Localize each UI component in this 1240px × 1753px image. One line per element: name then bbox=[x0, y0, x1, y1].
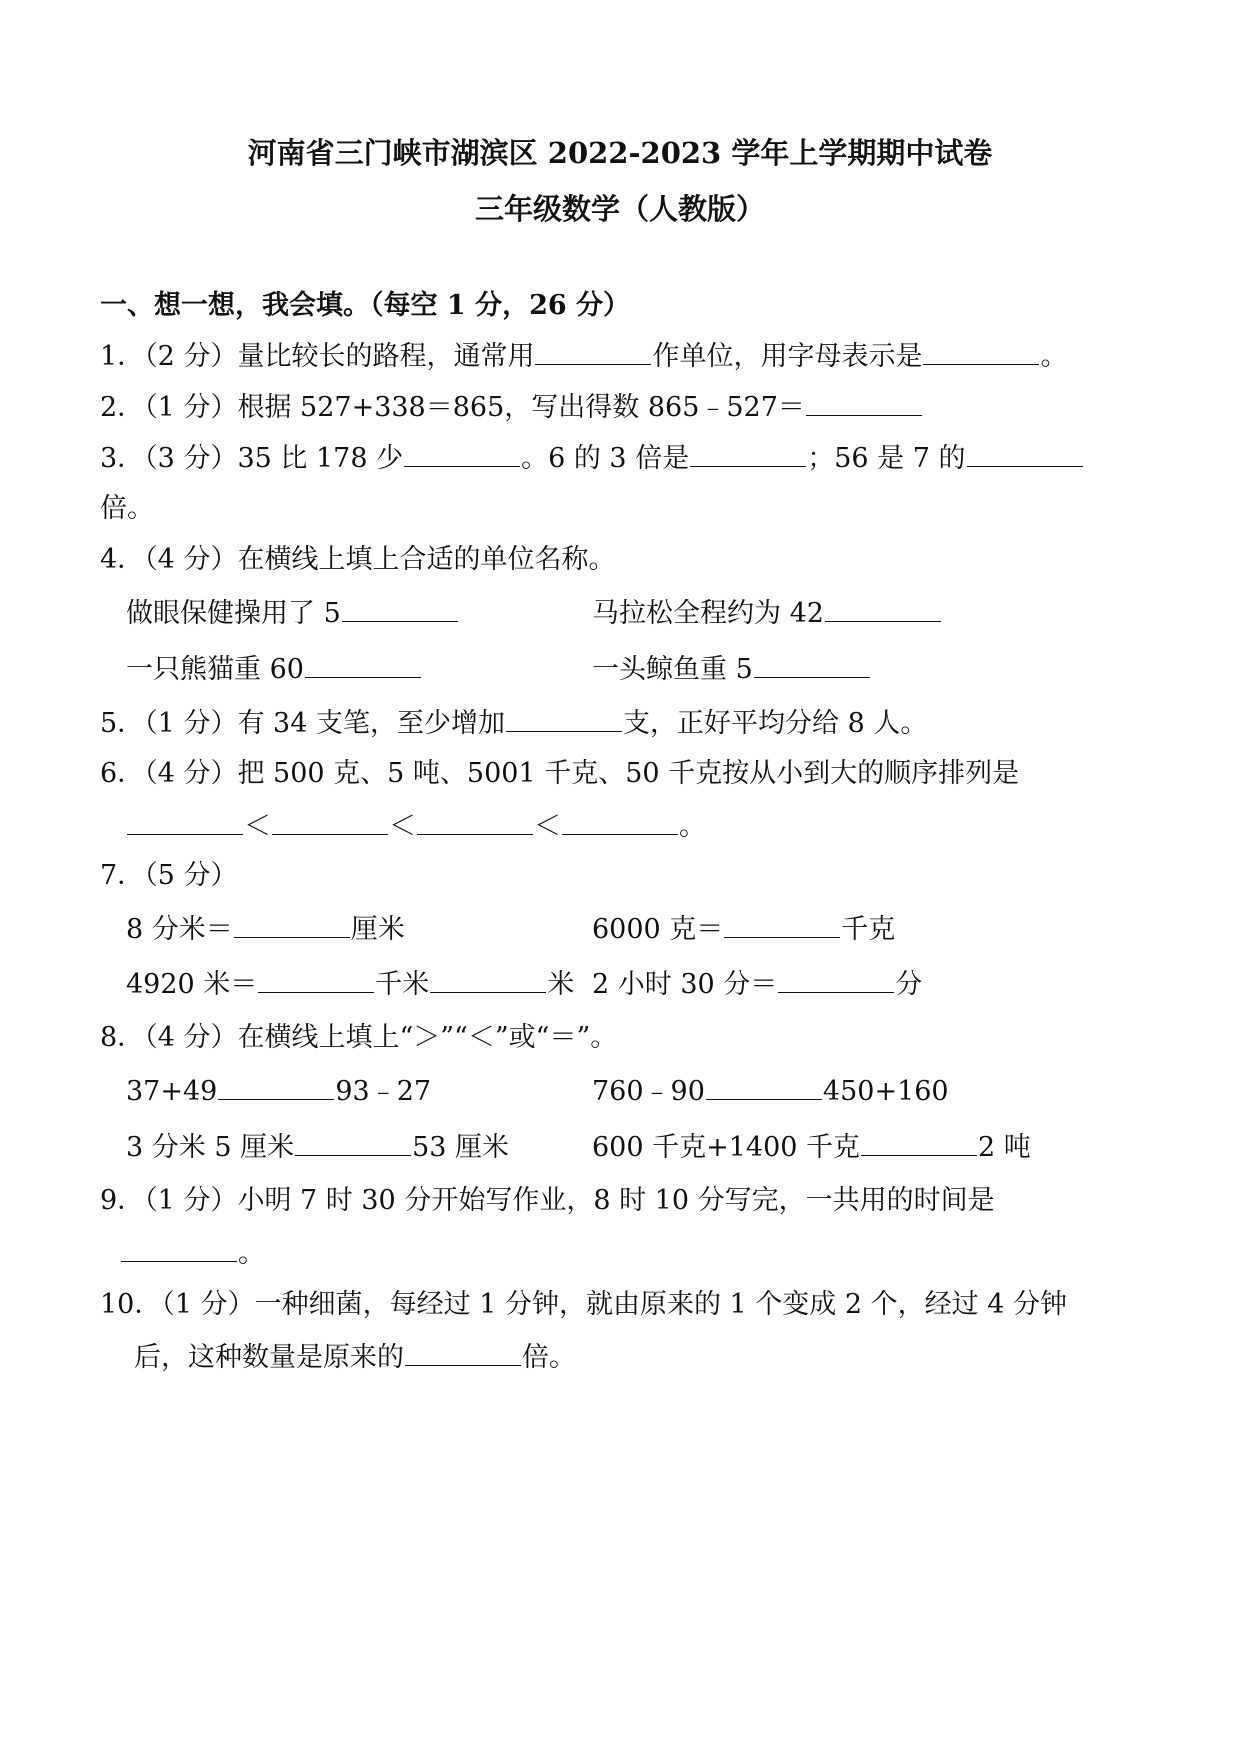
question-5 bbox=[100, 703, 927, 744]
q9-answer-row bbox=[120, 1233, 265, 1274]
question-number: 7． bbox=[100, 860, 145, 891]
q6-answer-row bbox=[126, 806, 706, 847]
question-score: （4 分） bbox=[144, 758, 238, 789]
item-unit: 厘米 bbox=[350, 914, 405, 945]
q7-item-d bbox=[592, 964, 922, 1005]
question-text: 一种细菌，每经过 1 分钟，就由原来的 1 个变成 2 个，经过 4 分钟 bbox=[254, 1289, 1067, 1320]
item-text: 6000 克＝ bbox=[592, 914, 724, 945]
question-score: （1 分） bbox=[161, 1289, 255, 1320]
q4-item-a bbox=[126, 593, 459, 634]
question-8 bbox=[100, 1018, 617, 1058]
item-text: 93﹣27 bbox=[335, 1076, 432, 1107]
item-text: 一头鲸鱼重 5 bbox=[592, 654, 753, 685]
question-text: 在横线上填上“＞”“＜”或“＝”。 bbox=[237, 1022, 618, 1053]
q7-item-c bbox=[126, 964, 574, 1005]
q8-item-d bbox=[592, 1127, 1031, 1168]
question-9 bbox=[100, 1181, 995, 1221]
item-text: 53 厘米 bbox=[412, 1132, 510, 1163]
question-text: 小明 7 时 30 分开始写作业，8 时 10 分写完，一共用的时间是 bbox=[237, 1185, 995, 1216]
answer-blank[interactable] bbox=[127, 806, 243, 835]
answer-blank[interactable] bbox=[967, 438, 1083, 467]
question-text: 35 比 178 少 bbox=[237, 443, 404, 474]
question-score: （5 分） bbox=[144, 860, 238, 891]
question-6 bbox=[100, 754, 1019, 794]
item-unit: 千克 bbox=[841, 914, 896, 945]
question-text: 在横线上填上合适的单位名称。 bbox=[237, 544, 616, 575]
q4-item-c bbox=[126, 649, 422, 690]
question-number: 2． bbox=[100, 392, 145, 423]
answer-blank[interactable] bbox=[295, 1127, 411, 1156]
answer-blank[interactable] bbox=[861, 1127, 977, 1156]
item-text: 4920 米＝ bbox=[126, 969, 258, 1000]
answer-blank[interactable] bbox=[404, 438, 520, 467]
question-2 bbox=[100, 387, 923, 428]
answer-blank[interactable] bbox=[778, 964, 894, 993]
period: 。 bbox=[679, 811, 706, 842]
item-text: 450+160 bbox=[822, 1076, 949, 1107]
question-number: 8． bbox=[100, 1022, 145, 1053]
question-score: （2 分） bbox=[144, 341, 238, 372]
question-score: （4 分） bbox=[144, 1022, 238, 1053]
question-10 bbox=[100, 1285, 1067, 1325]
question-score: （1 分） bbox=[144, 1185, 238, 1216]
question-score: （4 分） bbox=[144, 544, 238, 575]
answer-blank[interactable] bbox=[535, 336, 651, 365]
answer-blank[interactable] bbox=[234, 909, 350, 938]
item-text: 3 分米 5 厘米 bbox=[126, 1132, 295, 1163]
less-than-sign: ＜ bbox=[534, 811, 561, 842]
question-number: 6． bbox=[100, 758, 145, 789]
answer-blank[interactable] bbox=[417, 806, 533, 835]
question-7 bbox=[100, 856, 237, 896]
question-score: （1 分） bbox=[144, 392, 238, 423]
answer-blank[interactable] bbox=[342, 593, 458, 622]
question-number: 4． bbox=[100, 544, 145, 575]
less-than-sign: ＜ bbox=[244, 811, 271, 842]
question-text: ；56 是 7 的 bbox=[807, 443, 966, 474]
item-text: 2 吨 bbox=[978, 1132, 1031, 1163]
answer-blank[interactable] bbox=[121, 1233, 237, 1262]
question-text: 后，这种数量是原来的 bbox=[134, 1342, 404, 1373]
answer-blank[interactable] bbox=[690, 438, 806, 467]
question-text: 作单位，用字母表示是 bbox=[652, 341, 923, 372]
q8-item-c bbox=[126, 1127, 509, 1168]
question-text: 。 bbox=[1040, 341, 1068, 372]
answer-blank[interactable] bbox=[305, 649, 421, 678]
exam-title: 河南省三门峡市湖滨区 2022-2023 学年上学期期中试卷 bbox=[247, 136, 993, 170]
item-text: 马拉松全程约为 42 bbox=[592, 598, 824, 629]
answer-blank[interactable] bbox=[562, 806, 678, 835]
answer-blank[interactable] bbox=[923, 336, 1039, 365]
answer-blank[interactable] bbox=[706, 1071, 822, 1100]
answer-blank[interactable] bbox=[506, 703, 622, 732]
question-text: 把 500 克、5 吨、5001 千克、50 千克按从小到大的顺序排列是 bbox=[237, 758, 1020, 789]
item-text: 600 千克+1400 千克 bbox=[592, 1132, 861, 1163]
q7-item-a bbox=[126, 909, 405, 950]
answer-blank[interactable] bbox=[405, 1337, 521, 1366]
question-text: 量比较长的路程，通常用 bbox=[237, 341, 535, 372]
question-3 bbox=[100, 438, 1084, 479]
item-text: 2 小时 30 分＝ bbox=[592, 969, 778, 1000]
question-score: （3 分） bbox=[144, 443, 238, 474]
item-text: 760﹣90 bbox=[592, 1076, 705, 1107]
q7-item-b bbox=[592, 909, 895, 950]
exam-subtitle: 三年级数学（人教版） bbox=[474, 192, 765, 226]
answer-blank[interactable] bbox=[258, 964, 374, 993]
question-text: 有 34 支笔，至少增加 bbox=[237, 708, 505, 739]
period: 。 bbox=[238, 1238, 265, 1269]
question-10-continued bbox=[134, 1337, 576, 1378]
answer-blank[interactable] bbox=[806, 387, 922, 416]
question-score: （1 分） bbox=[144, 708, 238, 739]
item-unit: 分 bbox=[895, 969, 923, 1000]
question-text: 支，正好平均分给 8 人。 bbox=[622, 708, 928, 739]
question-number: 3． bbox=[100, 443, 145, 474]
section-heading: 一、想一想，我会填。（每空 1 分，26 分） bbox=[100, 290, 631, 321]
question-number: 1． bbox=[100, 341, 145, 372]
question-text: 倍。 bbox=[522, 1342, 576, 1373]
item-text: 一只熊猫重 60 bbox=[126, 654, 304, 685]
item-unit: 米 bbox=[547, 969, 575, 1000]
question-3-continued: 倍。 bbox=[100, 493, 154, 524]
q8-item-b bbox=[592, 1071, 949, 1112]
question-number: 9． bbox=[100, 1185, 145, 1216]
answer-blank[interactable] bbox=[430, 964, 546, 993]
item-text: 8 分米＝ bbox=[126, 914, 233, 945]
item-unit: 千米 bbox=[375, 969, 430, 1000]
question-text: 根据 527+338＝865，写出得数 865﹣527＝ bbox=[237, 392, 805, 423]
q4-item-d bbox=[592, 649, 871, 690]
question-number: 5． bbox=[100, 708, 145, 739]
answer-blank[interactable] bbox=[218, 1071, 334, 1100]
question-1 bbox=[100, 336, 1067, 377]
q8-item-a bbox=[126, 1071, 431, 1112]
question-text: 。6 的 3 倍是 bbox=[521, 443, 690, 474]
item-text: 做眼保健操用了 5 bbox=[126, 598, 341, 629]
answer-blank[interactable] bbox=[754, 649, 870, 678]
answer-blank[interactable] bbox=[272, 806, 388, 835]
question-4 bbox=[100, 540, 615, 580]
item-text: 37+49 bbox=[126, 1076, 218, 1107]
answer-blank[interactable] bbox=[825, 593, 941, 622]
question-number: 10． bbox=[100, 1289, 162, 1320]
answer-blank[interactable] bbox=[724, 909, 840, 938]
less-than-sign: ＜ bbox=[389, 811, 416, 842]
q4-item-b bbox=[592, 593, 942, 634]
